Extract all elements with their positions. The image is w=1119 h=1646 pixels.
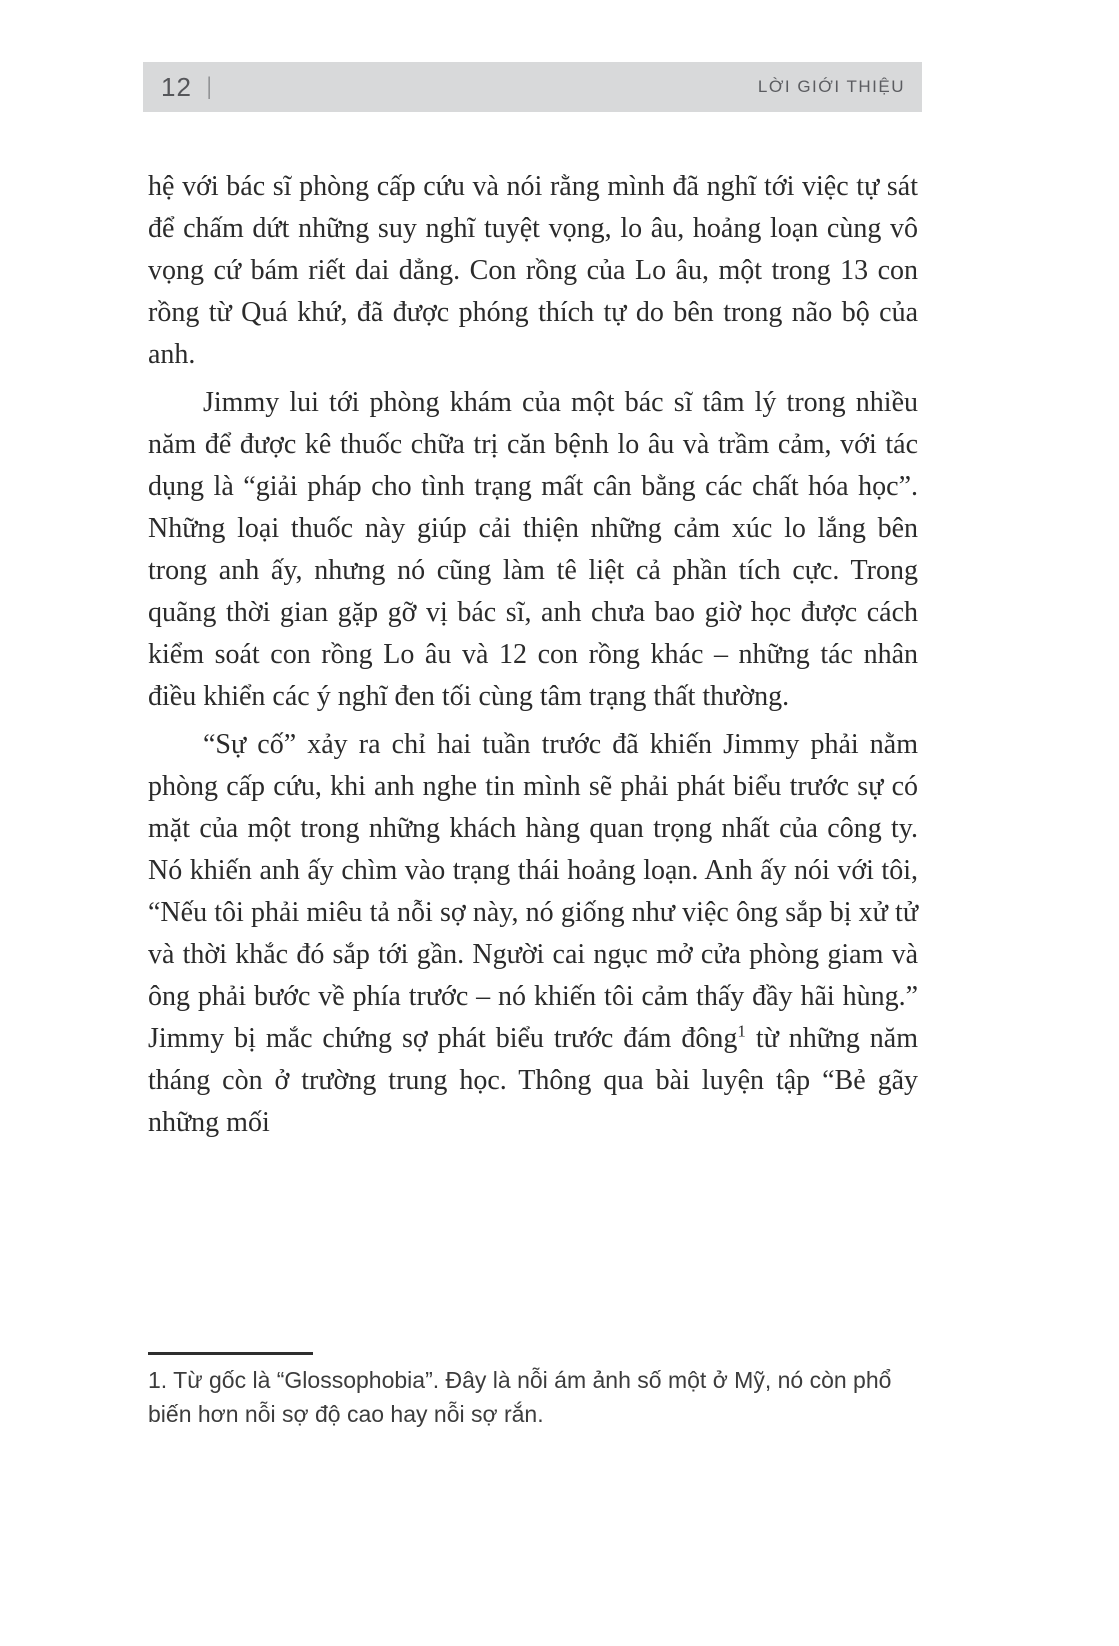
footnote-area (148, 1352, 918, 1431)
header-separator: | (207, 73, 211, 100)
paragraph-with-footnote (148, 724, 918, 1144)
paragraph-text: từ những năm tháng còn ở trường trung học. Thông qua bài luyện tập “Bẻ gãy những mối (148, 1023, 918, 1138)
paragraph-continuation: hệ với bác sĩ phòng cấp cứu và nói rằng mình đã nghĩ tới việc tự sát để chấm dứt những suy nghĩ tuyệt vọng, lo âu, hoảng loạn cùng vô vọng cứ bám riết dai dẳng. Con rồng của Lo âu, một trong 13 con rồng từ Quá khứ, đã được phóng thích tự do bên trong não bộ của anh. (148, 171, 918, 370)
paragraph-text: “Sự cố” xảy ra chỉ hai tuần trước đã khiến Jimmy phải nằm phòng cấp cứu, khi anh nghe tin mình sẽ phải phát biểu trước sự có mặt của một trong những khách hàng quan trọng nhất của công ty. Nó khiến anh ấy chìm vào trạng thái hoảng loạn. Anh ấy nói với tôi, “Nếu tôi phải miêu tả nỗi sợ này, nó giống như việc ông sắp bị xử tử và thời khắc đó sắp tới gần. Người cai ngục mở cửa phòng giam và ông phải bước về phía trước – nó khiến tôi cảm thấy đầy hãi hùng.” Jimmy bị mắc chứng sợ phát biểu trước đám đông (148, 729, 918, 1054)
page-number-group (161, 72, 212, 103)
footnote-marker: 1 (737, 1021, 746, 1041)
footnote-text: 1. Từ gốc là “Glossophobia”. Đây là nỗi ám ảnh số một ở Mỹ, nó còn phổ biến hơn nỗi sợ độ cao hay nỗi sợ rắn. (148, 1367, 892, 1427)
page-number: 12 (161, 71, 192, 102)
footnote-rule (148, 1352, 313, 1355)
page-header (143, 62, 922, 112)
paragraph: Jimmy lui tới phòng khám của một bác sĩ tâm lý trong nhiều năm để được kê thuốc chữa trị căn bệnh lo âu và trầm cảm, với tác dụng là “giải pháp cho tình trạng mất cân bằng các chất hóa học”. Những loại thuốc này giúp cải thiện những cảm xúc lo lắng bên trong anh ấy, nhưng nó cũng làm tê liệt cả phần tích cực. Trong quãng thời gian gặp gỡ vị bác sĩ, anh chưa bao giờ học được cách kiểm soát con rồng Lo âu và 12 con rồng khác – những tác nhân điều khiển các ý nghĩ đen tối cùng tâm trạng thất thường. (148, 387, 918, 712)
running-title: LỜI GIỚI THIỆU (757, 77, 905, 96)
body-text (148, 166, 918, 1150)
